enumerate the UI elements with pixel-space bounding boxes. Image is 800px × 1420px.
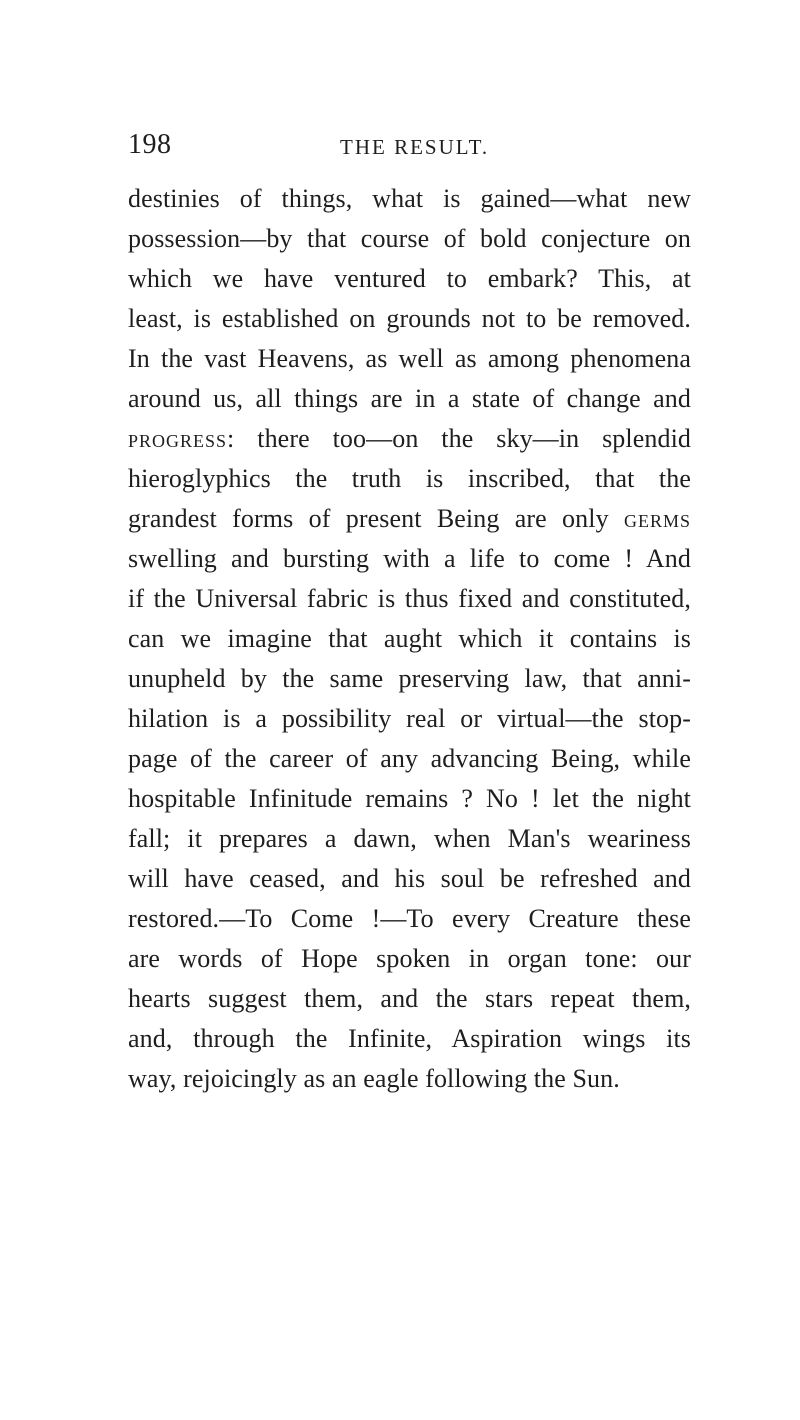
text-line: and, through the Infinite, Aspiration wings its: [128, 1024, 691, 1053]
text-line: will have ceased, and his soul be refreshed and: [128, 864, 691, 893]
line-pre: grandest forms of present Being are only: [128, 504, 624, 533]
text-line: hospitable Infinitude remains ? No ! let the night: [128, 784, 691, 813]
running-title: THE RESULT.: [340, 135, 490, 159]
small-caps-word: PROGRESS: [128, 431, 228, 451]
text-line: hieroglyphics the truth is inscribed, that the: [128, 464, 691, 493]
line-rest: : there too—on the sky—in splendid: [227, 424, 691, 453]
text-line: way, rejoicingly as an eagle following the Sun.: [128, 1064, 620, 1093]
text-line: around us, all things are in a state of change and: [128, 384, 691, 413]
text-line: unupheld by the same preserving law, that anni-: [128, 664, 691, 693]
running-head: [128, 128, 688, 168]
page-number: 198: [128, 129, 172, 160]
text-line: possession—by that course of bold conjecture on: [128, 224, 691, 253]
text-line: fall; it prepares a dawn, when Man's weariness: [128, 824, 691, 853]
text-line: hearts suggest them, and the stars repeat them,: [128, 984, 691, 1013]
text-line: restored.—To Come !—To every Creature these: [128, 904, 691, 933]
body-text: [128, 179, 691, 1299]
text-line: In the vast Heavens, as well as among phenomena: [128, 344, 691, 373]
text-line: are words of Hope spoken in organ tone: our: [128, 944, 691, 973]
text-line: can we imagine that aught which it contains is: [128, 624, 691, 653]
text-line: least, is established on grounds not to be removed.: [128, 304, 691, 333]
text-line: [128, 499, 691, 539]
text-line: page of the career of any advancing Being, while: [128, 744, 691, 773]
text-line: if the Universal fabric is thus fixed and constituted,: [128, 584, 691, 613]
text-line: [128, 419, 691, 459]
text-line: destinies of things, what is gained—what new: [128, 184, 691, 213]
small-caps-word: GERMS: [623, 511, 691, 531]
text-line: swelling and bursting with a life to come ! And: [128, 544, 691, 573]
text-line: which we have ventured to embark? This, at: [128, 264, 691, 293]
text-line: hilation is a possibility real or virtual—the stop-: [128, 704, 691, 733]
